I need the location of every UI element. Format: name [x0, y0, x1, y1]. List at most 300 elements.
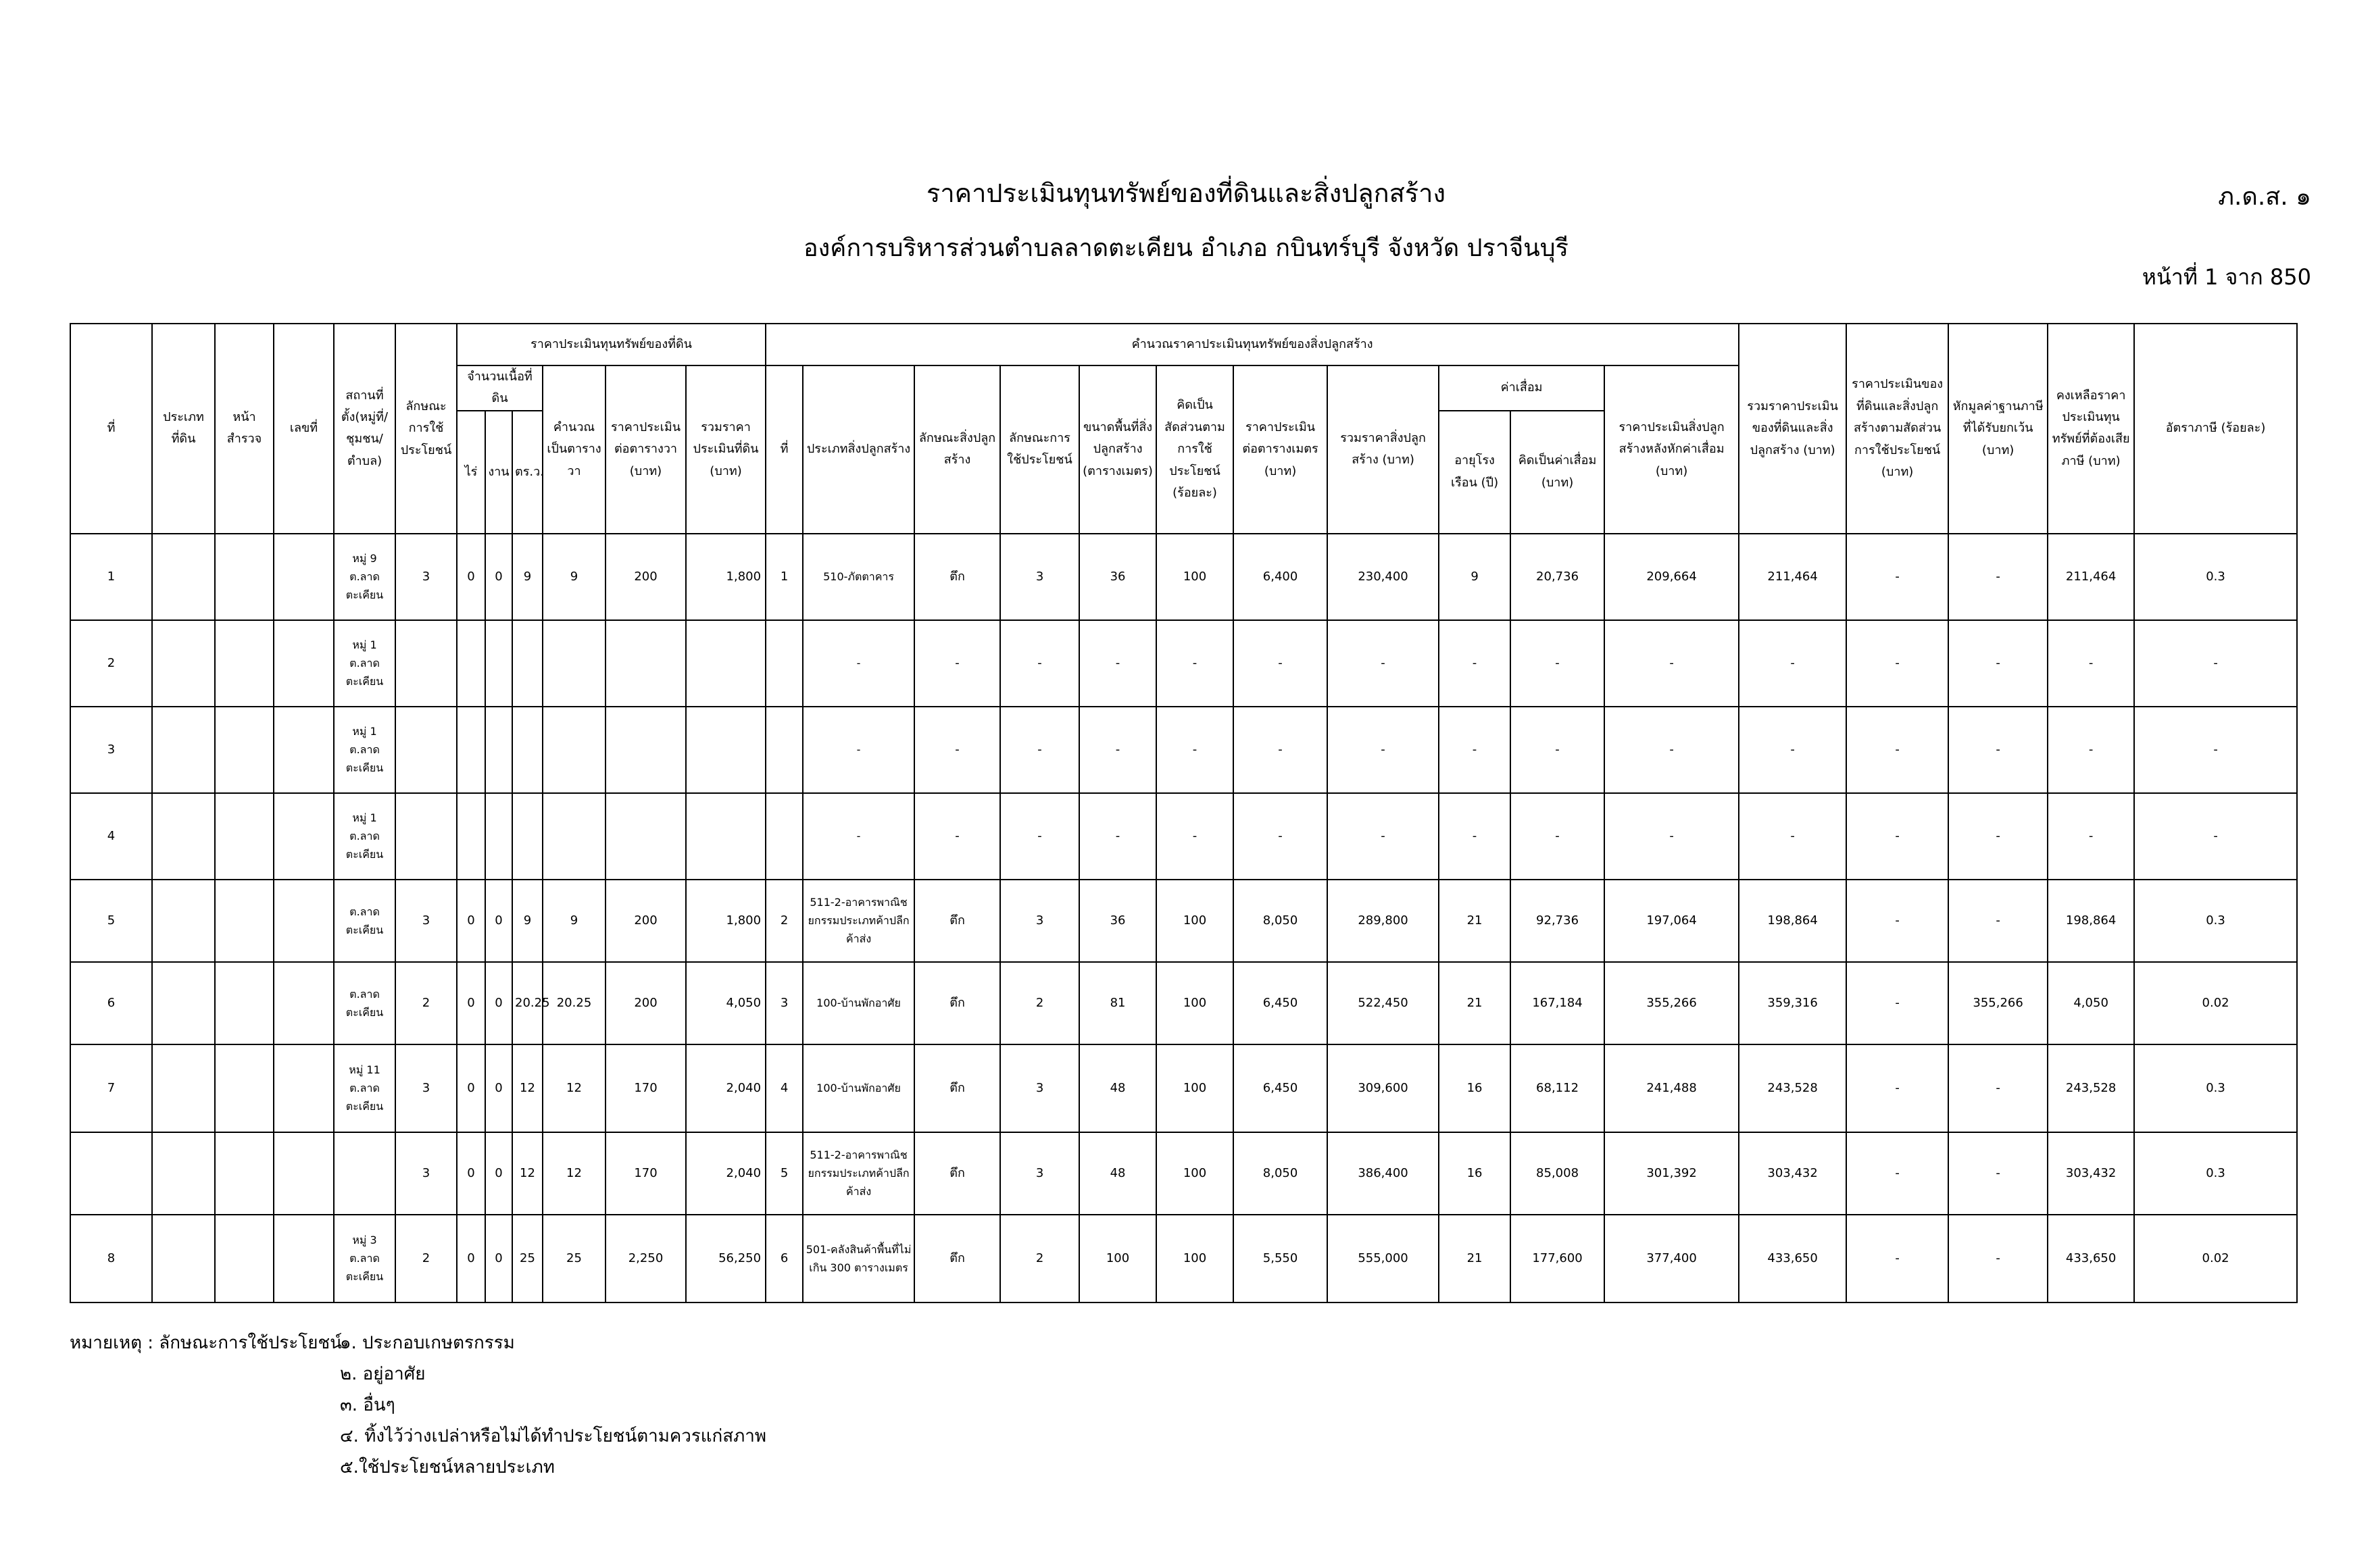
- cell-use: 3: [395, 1132, 457, 1215]
- cell-br: 100: [1156, 1132, 1233, 1215]
- note-section: [70, 1327, 767, 1477]
- cell-bu: -: [1000, 707, 1079, 793]
- cell-rate: 0.3: [2134, 880, 2297, 962]
- table-row: [70, 793, 2297, 880]
- cell-ngan: [485, 707, 512, 793]
- cell-age: 21: [1439, 1215, 1510, 1303]
- cell-page: [215, 880, 274, 962]
- cell-rem: 243,528: [2048, 1044, 2134, 1132]
- cell-age: -: [1439, 793, 1510, 880]
- cell-pv: -: [1846, 793, 1948, 880]
- cell-bk: ตึก: [914, 1132, 1000, 1215]
- cell-ngan: 0: [485, 1044, 512, 1132]
- cell-bp: -: [1233, 793, 1327, 880]
- cell-loc: ต.ลาดตะเคียน: [334, 962, 395, 1044]
- cell-age: 21: [1439, 880, 1510, 962]
- cell-loc: ต.ลาดตะเคียน: [334, 880, 395, 962]
- cell-ba: 100: [1079, 1215, 1156, 1303]
- cell-num: [274, 793, 334, 880]
- cell-bno: 5: [766, 1132, 803, 1215]
- cell-bk: -: [914, 707, 1000, 793]
- col-header-building-kind: ลักษณะสิ่งปลูกสร้าง: [914, 365, 1000, 534]
- col-header-building-total: รวมราคาสิ่งปลูกสร้าง (บาท): [1327, 365, 1439, 534]
- cell-ngan: [485, 793, 512, 880]
- cell-bu: -: [1000, 620, 1079, 707]
- note-item: ๔. ทิ้งไว้ว่างเปล่าหรือไม่ได้ทำประโยชน์ตามควรแก่สภาพ: [340, 1426, 767, 1446]
- cell-calc: 12: [543, 1044, 606, 1132]
- cell-rai: [457, 793, 485, 880]
- cell-ex: -: [1948, 707, 2048, 793]
- cell-ppw: 2,250: [606, 1215, 686, 1303]
- cell-ppw: 170: [606, 1044, 686, 1132]
- note-item: ๕.ใช้ประโยชน์หลายประเภท: [340, 1457, 555, 1477]
- cell-rem: 198,864: [2048, 880, 2134, 962]
- cell-rate: 0.02: [2134, 962, 2297, 1044]
- cell-dep: 85,008: [1510, 1132, 1604, 1215]
- cell-pv: -: [1846, 620, 1948, 707]
- cell-bu: 3: [1000, 1044, 1079, 1132]
- cell-ngan: 0: [485, 962, 512, 1044]
- cell-loc: หมู่ 1 ต.ลาดตะเคียน: [334, 793, 395, 880]
- table-row: [70, 1044, 2297, 1132]
- cell-use: 2: [395, 1215, 457, 1303]
- cell-btot: 289,800: [1327, 880, 1439, 962]
- table-row: [70, 620, 2297, 707]
- cell-page: [215, 962, 274, 1044]
- cell-gt: 303,432: [1739, 1132, 1846, 1215]
- cell-rem: 211,464: [2048, 534, 2134, 620]
- cell-type: [152, 707, 215, 793]
- col-header-survey-page: หน้าสำรวจ: [215, 324, 274, 534]
- cell-lt: [686, 793, 766, 880]
- col-header-price-per-wa: ราคาประเมินต่อตารางวา (บาท): [606, 365, 686, 534]
- col-header-wa: ตร.ว.: [512, 411, 543, 534]
- cell-wa: 25: [512, 1215, 543, 1303]
- cell-num: [274, 707, 334, 793]
- cell-rai: 0: [457, 1044, 485, 1132]
- cell-bu: -: [1000, 793, 1079, 880]
- cell-lt: 2,040: [686, 1044, 766, 1132]
- col-header-building-no: ที่: [766, 365, 803, 534]
- cell-btot: -: [1327, 620, 1439, 707]
- cell-wa: 12: [512, 1044, 543, 1132]
- cell-type: [152, 534, 215, 620]
- cell-rai: 0: [457, 1215, 485, 1303]
- col-header-remaining: คงเหลือราคาประเมินทุนทรัพย์ที่ต้องเสียภาษี (บาท): [2048, 324, 2134, 534]
- cell-bp: -: [1233, 620, 1327, 707]
- cell-dep: 92,736: [1510, 880, 1604, 962]
- cell-bk: ตึก: [914, 1044, 1000, 1132]
- cell-age: 21: [1439, 962, 1510, 1044]
- cell-ngan: 0: [485, 880, 512, 962]
- assessment-table: [70, 323, 2298, 1303]
- note-items: [340, 1327, 766, 1483]
- cell-ex: -: [1948, 620, 2048, 707]
- cell-page: [215, 1044, 274, 1132]
- cell-bno: 2: [766, 880, 803, 962]
- cell-br: 100: [1156, 880, 1233, 962]
- cell-ba: -: [1079, 793, 1156, 880]
- cell-use: 3: [395, 1044, 457, 1132]
- cell-lt: 56,250: [686, 1215, 766, 1303]
- cell-gt: -: [1739, 793, 1846, 880]
- cell-br: -: [1156, 620, 1233, 707]
- cell-lt: 1,800: [686, 534, 766, 620]
- cell-pv: -: [1846, 1215, 1948, 1303]
- cell-br: 100: [1156, 962, 1233, 1044]
- cell-aft: 377,400: [1604, 1215, 1739, 1303]
- cell-rem: -: [2048, 620, 2134, 707]
- cell-num: [274, 534, 334, 620]
- cell-dep: 68,112: [1510, 1044, 1604, 1132]
- cell-pv: -: [1846, 534, 1948, 620]
- cell-ppw: 200: [606, 880, 686, 962]
- cell-bp: 8,050: [1233, 880, 1327, 962]
- cell-rai: 0: [457, 534, 485, 620]
- cell-no: 1: [70, 534, 152, 620]
- cell-pv: -: [1846, 707, 1948, 793]
- cell-rate: -: [2134, 793, 2297, 880]
- cell-loc: หมู่ 1 ต.ลาดตะเคียน: [334, 707, 395, 793]
- table-row: [70, 1215, 2297, 1303]
- cell-calc: 25: [543, 1215, 606, 1303]
- cell-bt: 100-บ้านพักอาศัย: [803, 1044, 914, 1132]
- cell-aft: 301,392: [1604, 1132, 1739, 1215]
- cell-lt: 2,040: [686, 1132, 766, 1215]
- cell-wa: [512, 620, 543, 707]
- cell-rate: 0.02: [2134, 1215, 2297, 1303]
- document-subtitle: องค์การบริหารส่วนตำบลลาดตะเคียน อำเภอ กบินทร์บุรี จังหวัด ปราจีนบุรี: [804, 234, 1568, 262]
- col-header-prop-value: ราคาประเมินของที่ดินและสิ่งปลูกสร้างตามสัดส่วนการใช้ประโยชน์ (บาท): [1846, 324, 1948, 534]
- cell-br: 100: [1156, 534, 1233, 620]
- cell-ba: 81: [1079, 962, 1156, 1044]
- cell-age: 9: [1439, 534, 1510, 620]
- cell-loc: หมู่ 11 ต.ลาดตะเคียน: [334, 1044, 395, 1132]
- col-header-exempt: หักมูลค่าฐานภาษีที่ได้รับยกเว้น (บาท): [1948, 324, 2048, 534]
- group-header-depreciation: ค่าเสื่อม: [1439, 365, 1604, 411]
- cell-age: -: [1439, 620, 1510, 707]
- cell-ppw: [606, 793, 686, 880]
- cell-aft: 209,664: [1604, 534, 1739, 620]
- cell-wa: [512, 707, 543, 793]
- cell-bno: 6: [766, 1215, 803, 1303]
- cell-use: [395, 793, 457, 880]
- cell-dep: 20,736: [1510, 534, 1604, 620]
- cell-ppw: 200: [606, 962, 686, 1044]
- cell-gt: 243,528: [1739, 1044, 1846, 1132]
- cell-ba: -: [1079, 620, 1156, 707]
- cell-pv: -: [1846, 962, 1948, 1044]
- cell-bk: ตึก: [914, 1215, 1000, 1303]
- col-header-building-use: ลักษณะการใช้ประโยชน์: [1000, 365, 1079, 534]
- cell-bt: -: [803, 620, 914, 707]
- cell-loc: [334, 1132, 395, 1215]
- cell-age: 16: [1439, 1044, 1510, 1132]
- cell-rem: -: [2048, 793, 2134, 880]
- cell-no: 2: [70, 620, 152, 707]
- cell-pv: -: [1846, 1132, 1948, 1215]
- cell-btot: -: [1327, 707, 1439, 793]
- cell-bt: 100-บ้านพักอาศัย: [803, 962, 914, 1044]
- col-header-building-after-dep: ราคาประเมินสิ่งปลูกสร้างหลังหักค่าเสื่อม (บาท): [1604, 365, 1739, 534]
- cell-bk: -: [914, 793, 1000, 880]
- cell-page: [215, 534, 274, 620]
- cell-aft: -: [1604, 793, 1739, 880]
- cell-no: 4: [70, 793, 152, 880]
- cell-type: [152, 962, 215, 1044]
- cell-bno: 4: [766, 1044, 803, 1132]
- cell-ba: 48: [1079, 1044, 1156, 1132]
- cell-rai: [457, 620, 485, 707]
- cell-age: -: [1439, 707, 1510, 793]
- cell-bt: 511-2-อาคารพาณิชยกรรมประเภทค้าปลีกค้าส่ง: [803, 880, 914, 962]
- cell-btot: 309,600: [1327, 1044, 1439, 1132]
- cell-btot: 555,000: [1327, 1215, 1439, 1303]
- note-item: ๑. ประกอบเกษตรกรรม: [340, 1333, 515, 1353]
- col-header-use: ลักษณะการใช้ประโยชน์: [395, 324, 457, 534]
- col-header-land-total: รวมราคาประเมินที่ดิน (บาท): [686, 365, 766, 534]
- cell-rai: 0: [457, 880, 485, 962]
- cell-ex: -: [1948, 880, 2048, 962]
- cell-bt: -: [803, 707, 914, 793]
- cell-page: [215, 620, 274, 707]
- col-header-no: ที่: [70, 324, 152, 534]
- cell-rate: 0.3: [2134, 1044, 2297, 1132]
- cell-rem: 4,050: [2048, 962, 2134, 1044]
- cell-br: -: [1156, 707, 1233, 793]
- cell-bp: -: [1233, 707, 1327, 793]
- cell-lt: 4,050: [686, 962, 766, 1044]
- cell-ex: -: [1948, 534, 2048, 620]
- cell-bt: -: [803, 793, 914, 880]
- col-header-rai: ไร่: [457, 411, 485, 534]
- cell-aft: -: [1604, 707, 1739, 793]
- cell-type: [152, 1215, 215, 1303]
- cell-ppw: [606, 620, 686, 707]
- cell-ppw: 170: [606, 1132, 686, 1215]
- cell-no: 6: [70, 962, 152, 1044]
- note-label: หมายเหตุ : ลักษณะการใช้ประโยชน์: [70, 1333, 342, 1353]
- cell-loc: หมู่ 9 ต.ลาดตะเคียน: [334, 534, 395, 620]
- cell-bu: 3: [1000, 1132, 1079, 1215]
- cell-wa: [512, 793, 543, 880]
- cell-btot: -: [1327, 793, 1439, 880]
- cell-btot: 230,400: [1327, 534, 1439, 620]
- col-header-ngan: งาน: [485, 411, 512, 534]
- cell-rai: [457, 707, 485, 793]
- cell-type: [152, 1044, 215, 1132]
- table-row: [70, 1132, 2297, 1215]
- cell-rem: -: [2048, 707, 2134, 793]
- cell-bp: 5,550: [1233, 1215, 1327, 1303]
- cell-bk: -: [914, 620, 1000, 707]
- cell-bk: ตึก: [914, 880, 1000, 962]
- cell-dep: -: [1510, 793, 1604, 880]
- cell-bno: 1: [766, 534, 803, 620]
- cell-ex: -: [1948, 1132, 2048, 1215]
- cell-page: [215, 1215, 274, 1303]
- cell-br: 100: [1156, 1215, 1233, 1303]
- cell-rem: 433,650: [2048, 1215, 2134, 1303]
- cell-use: [395, 620, 457, 707]
- cell-rate: -: [2134, 620, 2297, 707]
- document-title: ราคาประเมินทุนทรัพย์ของที่ดินและสิ่งปลูกสร้าง: [926, 178, 1446, 208]
- col-header-number: เลขที่: [274, 324, 334, 534]
- cell-page: [215, 707, 274, 793]
- cell-num: [274, 1044, 334, 1132]
- cell-br: -: [1156, 793, 1233, 880]
- cell-gt: -: [1739, 707, 1846, 793]
- cell-gt: 433,650: [1739, 1215, 1846, 1303]
- cell-type: [152, 793, 215, 880]
- cell-pv: -: [1846, 1044, 1948, 1132]
- col-header-land-type: ประเภทที่ดิน: [152, 324, 215, 534]
- cell-bt: 511-2-อาคารพาณิชยกรรมประเภทค้าปลีกค้าส่ง: [803, 1132, 914, 1215]
- cell-page: [215, 793, 274, 880]
- cell-bu: 3: [1000, 880, 1079, 962]
- cell-calc: [543, 620, 606, 707]
- cell-bt: 510-ภัตตาคาร: [803, 534, 914, 620]
- cell-type: [152, 620, 215, 707]
- cell-dep: 167,184: [1510, 962, 1604, 1044]
- cell-no: [70, 1132, 152, 1215]
- cell-lt: [686, 620, 766, 707]
- cell-dep: -: [1510, 707, 1604, 793]
- cell-lt: [686, 707, 766, 793]
- col-header-rate: อัตราภาษี (ร้อยละ): [2134, 324, 2297, 534]
- cell-aft: 355,266: [1604, 962, 1739, 1044]
- cell-num: [274, 620, 334, 707]
- col-header-grand-total: รวมราคาประเมินของที่ดินและสิ่งปลูกสร้าง (บาท): [1739, 324, 1846, 534]
- cell-use: 3: [395, 880, 457, 962]
- cell-ppw: [606, 707, 686, 793]
- cell-bt: 501-คลังสินค้าพื้นที่ไม่เกิน 300 ตารางเมตร: [803, 1215, 914, 1303]
- cell-bk: ตึก: [914, 534, 1000, 620]
- cell-ba: 36: [1079, 880, 1156, 962]
- note-item: ๓. อื่นๆ: [340, 1395, 395, 1415]
- cell-gt: 211,464: [1739, 534, 1846, 620]
- group-header-building: คำนวณราคาประเมินทุนทรัพย์ของสิ่งปลูกสร้าง: [766, 324, 1739, 365]
- cell-type: [152, 1132, 215, 1215]
- group-header-land: ราคาประเมินทุนทรัพย์ของที่ดิน: [457, 324, 766, 365]
- cell-calc: 12: [543, 1132, 606, 1215]
- cell-bp: 8,050: [1233, 1132, 1327, 1215]
- col-header-location: สถานที่ตั้ง(หมู่ที่/ชุมชน/ตำบล): [334, 324, 395, 534]
- cell-br: 100: [1156, 1044, 1233, 1132]
- cell-ex: -: [1948, 1044, 2048, 1132]
- cell-ex: 355,266: [1948, 962, 2048, 1044]
- cell-no: 8: [70, 1215, 152, 1303]
- cell-ngan: 0: [485, 534, 512, 620]
- cell-btot: 522,450: [1327, 962, 1439, 1044]
- cell-rai: 0: [457, 1132, 485, 1215]
- table-body: [70, 534, 2297, 1303]
- cell-bp: 6,450: [1233, 1044, 1327, 1132]
- cell-dep: -: [1510, 620, 1604, 707]
- cell-bno: [766, 707, 803, 793]
- form-code: ภ.ด.ส. ๑: [2218, 183, 2311, 211]
- cell-bno: [766, 620, 803, 707]
- cell-ex: -: [1948, 1215, 2048, 1303]
- cell-no: 5: [70, 880, 152, 962]
- cell-wa: 9: [512, 880, 543, 962]
- cell-loc: หมู่ 3 ต.ลาดตะเคียน: [334, 1215, 395, 1303]
- table-row: [70, 880, 2297, 962]
- col-header-building-area: ขนาดพื้นที่สิ่งปลูกสร้าง (ตารางเมตร): [1079, 365, 1156, 534]
- cell-calc: 20.25: [543, 962, 606, 1044]
- cell-rem: 303,432: [2048, 1132, 2134, 1215]
- cell-rate: -: [2134, 707, 2297, 793]
- cell-bno: [766, 793, 803, 880]
- cell-no: 3: [70, 707, 152, 793]
- cell-lt: 1,800: [686, 880, 766, 962]
- cell-aft: 197,064: [1604, 880, 1739, 962]
- page-number: หน้าที่ 1 จาก 850: [2142, 264, 2311, 290]
- cell-ppw: 200: [606, 534, 686, 620]
- cell-bp: 6,450: [1233, 962, 1327, 1044]
- cell-bu: 2: [1000, 1215, 1079, 1303]
- cell-num: [274, 1132, 334, 1215]
- cell-use: 2: [395, 962, 457, 1044]
- cell-page: [215, 1132, 274, 1215]
- cell-bu: 2: [1000, 962, 1079, 1044]
- cell-use: [395, 707, 457, 793]
- col-header-building-ratio: คิดเป็นสัดส่วนตามการใช้ประโยชน์ (ร้อยละ): [1156, 365, 1233, 534]
- table-row: [70, 534, 2297, 620]
- cell-bk: ตึก: [914, 962, 1000, 1044]
- cell-btot: 386,400: [1327, 1132, 1439, 1215]
- cell-calc: 9: [543, 534, 606, 620]
- cell-use: 3: [395, 534, 457, 620]
- cell-type: [152, 880, 215, 962]
- cell-num: [274, 1215, 334, 1303]
- cell-calc: 9: [543, 880, 606, 962]
- cell-bu: 3: [1000, 534, 1079, 620]
- cell-rate: 0.3: [2134, 534, 2297, 620]
- col-header-building-type: ประเภทสิ่งปลูกสร้าง: [803, 365, 914, 534]
- cell-rate: 0.3: [2134, 1132, 2297, 1215]
- cell-loc: หมู่ 1 ต.ลาดตะเคียน: [334, 620, 395, 707]
- cell-ba: 48: [1079, 1132, 1156, 1215]
- col-header-age: อายุโรงเรือน (ปี): [1439, 411, 1510, 534]
- col-header-calc-wa: คำนวณเป็นตารางวา: [543, 365, 606, 534]
- cell-num: [274, 880, 334, 962]
- cell-rai: 0: [457, 962, 485, 1044]
- cell-age: 16: [1439, 1132, 1510, 1215]
- cell-gt: 198,864: [1739, 880, 1846, 962]
- table-row: [70, 962, 2297, 1044]
- cell-ngan: [485, 620, 512, 707]
- cell-bno: 3: [766, 962, 803, 1044]
- cell-calc: [543, 707, 606, 793]
- cell-num: [274, 962, 334, 1044]
- col-header-building-price-sqm: ราคาประเมินต่อตารางเมตร (บาท): [1233, 365, 1327, 534]
- cell-ex: -: [1948, 793, 2048, 880]
- cell-wa: 12: [512, 1132, 543, 1215]
- table-row: [70, 707, 2297, 793]
- cell-wa: 9: [512, 534, 543, 620]
- cell-calc: [543, 793, 606, 880]
- cell-ba: -: [1079, 707, 1156, 793]
- cell-bp: 6,400: [1233, 534, 1327, 620]
- cell-wa: 20.25: [512, 962, 543, 1044]
- group-header-area: จำนวนเนื้อที่ดิน: [457, 365, 543, 411]
- cell-dep: 177,600: [1510, 1215, 1604, 1303]
- note-item: ๒. อยู่อาศัย: [340, 1364, 426, 1384]
- cell-no: 7: [70, 1044, 152, 1132]
- col-header-dep-value: คิดเป็นค่าเสื่อม (บาท): [1510, 411, 1604, 534]
- cell-ngan: 0: [485, 1132, 512, 1215]
